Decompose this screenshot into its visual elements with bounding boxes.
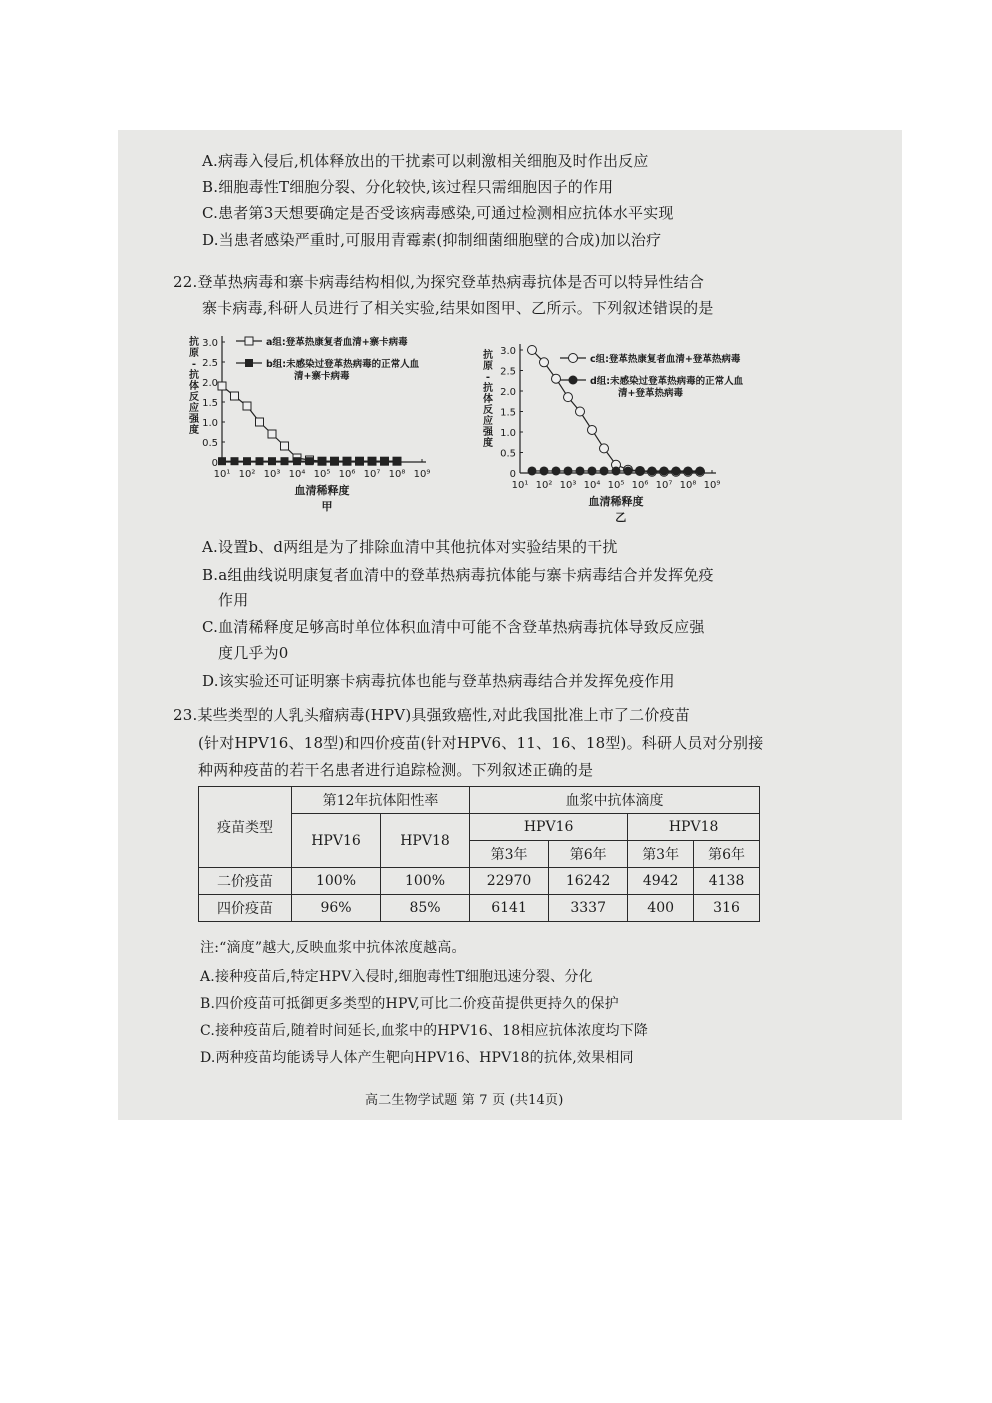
data-point bbox=[281, 442, 289, 450]
y-axis-label-char: 抗 bbox=[483, 350, 493, 361]
y-axis-label-char: - bbox=[191, 359, 197, 370]
x-tick-label: 10⁴ bbox=[583, 480, 601, 491]
legend-marker bbox=[569, 376, 578, 385]
x-tick-label: 10⁵ bbox=[607, 480, 625, 491]
data-point bbox=[393, 457, 401, 465]
x-tick-label: 10⁶ bbox=[338, 469, 356, 480]
x-tick-label: 10² bbox=[535, 480, 553, 491]
q22-option-a: A.设置b、d两组是为了排除血清中其他抗体对实验结果的干扰 bbox=[202, 538, 618, 556]
x-tick-label: 10⁸ bbox=[388, 469, 406, 480]
data-point bbox=[624, 466, 633, 475]
legend-marker bbox=[569, 354, 578, 363]
th-pos-hpv16: HPV16 bbox=[292, 814, 381, 868]
y-axis-label-char: 强 bbox=[189, 414, 199, 425]
th-antibody-titer: 血浆中抗体滴度 bbox=[470, 787, 760, 814]
chart-jia bbox=[182, 325, 487, 515]
data-point bbox=[600, 444, 609, 453]
cell: 400 bbox=[628, 895, 694, 922]
q23-option-c: C.接种疫苗后,随着时间延长,血浆中的HPV16、18相应抗体浓度均下降 bbox=[200, 1023, 649, 1039]
data-point bbox=[243, 457, 251, 465]
data-point bbox=[528, 346, 537, 355]
q22-option-b-cont: 作用 bbox=[218, 591, 249, 609]
data-point bbox=[218, 457, 226, 465]
x-tick-label: 10⁷ bbox=[655, 480, 673, 491]
y-axis-label-char: 度 bbox=[483, 438, 493, 449]
data-point bbox=[243, 402, 251, 410]
y-axis-label-char: 抗 bbox=[483, 383, 493, 394]
y-axis-label-char: 原 bbox=[189, 348, 199, 359]
y-axis-label-char: - bbox=[485, 372, 491, 383]
data-point bbox=[368, 457, 376, 465]
legend-marker bbox=[245, 359, 253, 367]
data-point bbox=[696, 466, 705, 475]
legend-label: c组:登革热康复者血清+登革热病毒 bbox=[590, 354, 741, 365]
cell: 22970 bbox=[470, 868, 549, 895]
cell: 16242 bbox=[549, 868, 628, 895]
y-tick-label: 3.0 bbox=[500, 346, 516, 357]
y-tick-label: 0 bbox=[211, 458, 218, 469]
cell: 85% bbox=[381, 895, 470, 922]
y-axis-label-char: 应 bbox=[483, 416, 493, 427]
data-point bbox=[564, 393, 573, 402]
data-point bbox=[600, 466, 609, 475]
cell: 6141 bbox=[470, 895, 549, 922]
q23-stem-line-3: 种两种疫苗的若干名患者进行追踪检测。下列叙述正确的是 bbox=[198, 761, 594, 779]
y-tick-label: 1.5 bbox=[202, 398, 218, 409]
y-axis-label-char: 抗 bbox=[189, 337, 199, 348]
cell: 4942 bbox=[628, 868, 694, 895]
q23-stem-line-2: (针对HPV16、18型)和四价疫苗(针对HPV6、11、16、18型)。科研人员对分别接 bbox=[198, 734, 764, 752]
y-axis-label-char: 反 bbox=[483, 405, 493, 416]
th-titer-hpv16: HPV16 bbox=[470, 814, 628, 841]
y-tick-label: 1.0 bbox=[500, 428, 516, 439]
data-point bbox=[331, 457, 339, 465]
x-tick-label: 10⁹ bbox=[703, 480, 721, 491]
q22-stem-line-2: 寨卡病毒,科研人员进行了相关实验,结果如图甲、乙所示。下列叙述错误的是 bbox=[202, 299, 714, 317]
data-point bbox=[528, 466, 537, 475]
data-point bbox=[268, 430, 276, 438]
th-pos-hpv18: HPV18 bbox=[381, 814, 470, 868]
data-point bbox=[356, 457, 364, 465]
data-point bbox=[268, 457, 276, 465]
cell: 96% bbox=[292, 895, 381, 922]
panel-label: 甲 bbox=[321, 500, 333, 513]
series-line bbox=[532, 350, 700, 472]
data-point bbox=[564, 466, 573, 475]
data-point bbox=[576, 407, 585, 416]
x-tick-label: 10¹ bbox=[511, 480, 529, 491]
cell: 100% bbox=[292, 868, 381, 895]
q23-option-d: D.两种疫苗均能诱导人体产生靶向HPV16、HPV18的抗体,效果相同 bbox=[200, 1050, 634, 1066]
q23-stem-line-1: 23.某些类型的人乳头瘤病毒(HPV)具强致癌性,对此我国批准上市了二价疫苗 bbox=[173, 706, 690, 724]
x-tick-label: 10⁸ bbox=[679, 480, 697, 491]
data-point bbox=[293, 457, 301, 465]
data-point bbox=[552, 466, 561, 475]
table-row bbox=[199, 868, 760, 895]
cell: 4138 bbox=[694, 868, 760, 895]
y-axis-label-char: 抗 bbox=[189, 370, 199, 381]
q23-option-b: B.四价疫苗可抵御更多类型的HPV,可比二价疫苗提供更持久的保护 bbox=[200, 996, 619, 1012]
q22-option-c-cont: 度几乎为0 bbox=[218, 644, 289, 662]
y-axis-label-char: 反 bbox=[189, 392, 199, 403]
y-axis-label-char: 原 bbox=[483, 361, 493, 372]
data-point bbox=[636, 466, 645, 475]
x-tick-label: 10⁵ bbox=[313, 469, 331, 480]
y-axis-label-char: 度 bbox=[189, 425, 199, 436]
data-point bbox=[660, 466, 669, 475]
series-line bbox=[222, 386, 397, 461]
data-point bbox=[281, 457, 289, 465]
data-point bbox=[256, 418, 264, 426]
data-point bbox=[381, 457, 389, 465]
row-name: 四价疫苗 bbox=[199, 895, 292, 922]
th-positive-rate: 第12年抗体阳性率 bbox=[292, 787, 470, 814]
legend-label: a组:登革热康复者血清+寨卡病毒 bbox=[266, 337, 408, 348]
chart-yi bbox=[478, 340, 744, 524]
x-tick-label: 10¹ bbox=[213, 469, 231, 480]
q21-option-d: D.当患者感染严重时,可服用青霉素(抑制细菌细胞壁的合成)加以治疗 bbox=[202, 231, 662, 249]
x-tick-label: 10³ bbox=[263, 469, 281, 480]
q22-option-c: C.血清稀释度足够高时单位体积血清中可能不含登革热病毒抗体导致反应强 bbox=[202, 618, 705, 636]
data-point bbox=[612, 466, 621, 475]
y-tick-label: 1.0 bbox=[202, 418, 218, 429]
legend-marker bbox=[245, 337, 253, 345]
data-point bbox=[218, 382, 226, 390]
data-point bbox=[256, 457, 264, 465]
data-point bbox=[343, 457, 351, 465]
q21-option-c: C.患者第3天想要确定是否受该病毒感染,可通过检测相应抗体水平实现 bbox=[202, 204, 674, 222]
data-point bbox=[231, 457, 239, 465]
data-point bbox=[306, 457, 314, 465]
y-axis-label-char: 强 bbox=[483, 427, 493, 438]
page-footer: 高二生物学试题 第 7 页 (共14页) bbox=[365, 1093, 564, 1108]
y-tick-label: 1.5 bbox=[500, 407, 516, 419]
data-point bbox=[318, 457, 326, 465]
q21-option-b: B.细胞毒性T细胞分裂、分化较快,该过程只需细胞因子的作用 bbox=[202, 178, 614, 196]
x-tick-label: 10⁴ bbox=[288, 469, 306, 480]
x-axis-label: 血清稀释度 bbox=[294, 484, 350, 497]
th-hpv18-year6: 第6年 bbox=[694, 841, 760, 868]
x-tick-label: 10² bbox=[238, 469, 256, 480]
q22-stem-line-1: 22.登革热病毒和寨卡病毒结构相似,为探究登革热病毒抗体是否可以特异性结合 bbox=[173, 273, 705, 291]
x-axis-label: 血清稀释度 bbox=[588, 495, 644, 508]
th-hpv16-year6: 第6年 bbox=[549, 841, 628, 868]
legend-label-cont: 清+登革热病毒 bbox=[618, 388, 683, 399]
y-tick-label: 0.5 bbox=[500, 448, 516, 460]
q22-option-d: D.该实验还可证明寨卡病毒抗体也能与登革热病毒结合并发挥免疫作用 bbox=[202, 672, 675, 690]
x-tick-label: 10⁷ bbox=[363, 469, 381, 480]
y-tick-label: 0 bbox=[509, 469, 516, 480]
th-titer-hpv18: HPV18 bbox=[628, 814, 760, 841]
data-point bbox=[552, 374, 561, 383]
cell: 3337 bbox=[549, 895, 628, 922]
data-point bbox=[588, 466, 597, 475]
x-tick-label: 10³ bbox=[559, 480, 577, 491]
y-tick-label: 3.0 bbox=[202, 338, 218, 349]
legend-label-cont: 清+寨卡病毒 bbox=[294, 371, 350, 382]
y-tick-label: 2.0 bbox=[202, 378, 218, 389]
data-point bbox=[576, 466, 585, 475]
data-point bbox=[231, 392, 239, 400]
x-tick-label: 10⁹ bbox=[413, 469, 431, 480]
data-point bbox=[540, 358, 549, 367]
th-vaccine-type: 疫苗类型 bbox=[199, 787, 292, 868]
q23-note: 注:“滴度”越大,反映血浆中抗体浓度越高。 bbox=[200, 940, 466, 956]
th-hpv16-year3: 第3年 bbox=[470, 841, 549, 868]
data-point bbox=[540, 466, 549, 475]
q21-option-a: A.病毒入侵后,机体释放出的干扰素可以刺激相关细胞及时作出反应 bbox=[202, 152, 649, 170]
y-axis-label-char: 体 bbox=[483, 394, 493, 405]
y-tick-label: 2.5 bbox=[202, 358, 218, 369]
y-axis-label-char: 应 bbox=[189, 403, 199, 414]
x-tick-label: 10⁶ bbox=[631, 480, 649, 491]
y-axis-label-char: 体 bbox=[189, 381, 199, 392]
data-point bbox=[648, 466, 657, 475]
q23-option-a: A.接种疫苗后,特定HPV入侵时,细胞毒性T细胞迅速分裂、分化 bbox=[200, 969, 593, 985]
y-tick-label: 2.0 bbox=[500, 387, 516, 398]
cell: 100% bbox=[381, 868, 470, 895]
q22-option-b: B.a组曲线说明康复者血清中的登革热病毒抗体能与寨卡病毒结合并发挥免疫 bbox=[202, 566, 714, 584]
y-tick-label: 2.5 bbox=[500, 366, 516, 378]
legend-label: b组:未感染过登革热病毒的正常人血 bbox=[266, 359, 420, 370]
data-point bbox=[672, 466, 681, 475]
panel-label: 乙 bbox=[615, 511, 627, 524]
cell: 316 bbox=[694, 895, 760, 922]
data-point bbox=[588, 425, 597, 434]
legend-label: d组:未感染过登革热病毒的正常人血 bbox=[590, 376, 744, 387]
table-row bbox=[199, 895, 760, 922]
hpv-table bbox=[198, 786, 760, 922]
row-name: 二价疫苗 bbox=[199, 868, 292, 895]
data-point bbox=[684, 466, 693, 475]
th-hpv18-year3: 第3年 bbox=[628, 841, 694, 868]
y-tick-label: 0.5 bbox=[202, 438, 218, 449]
